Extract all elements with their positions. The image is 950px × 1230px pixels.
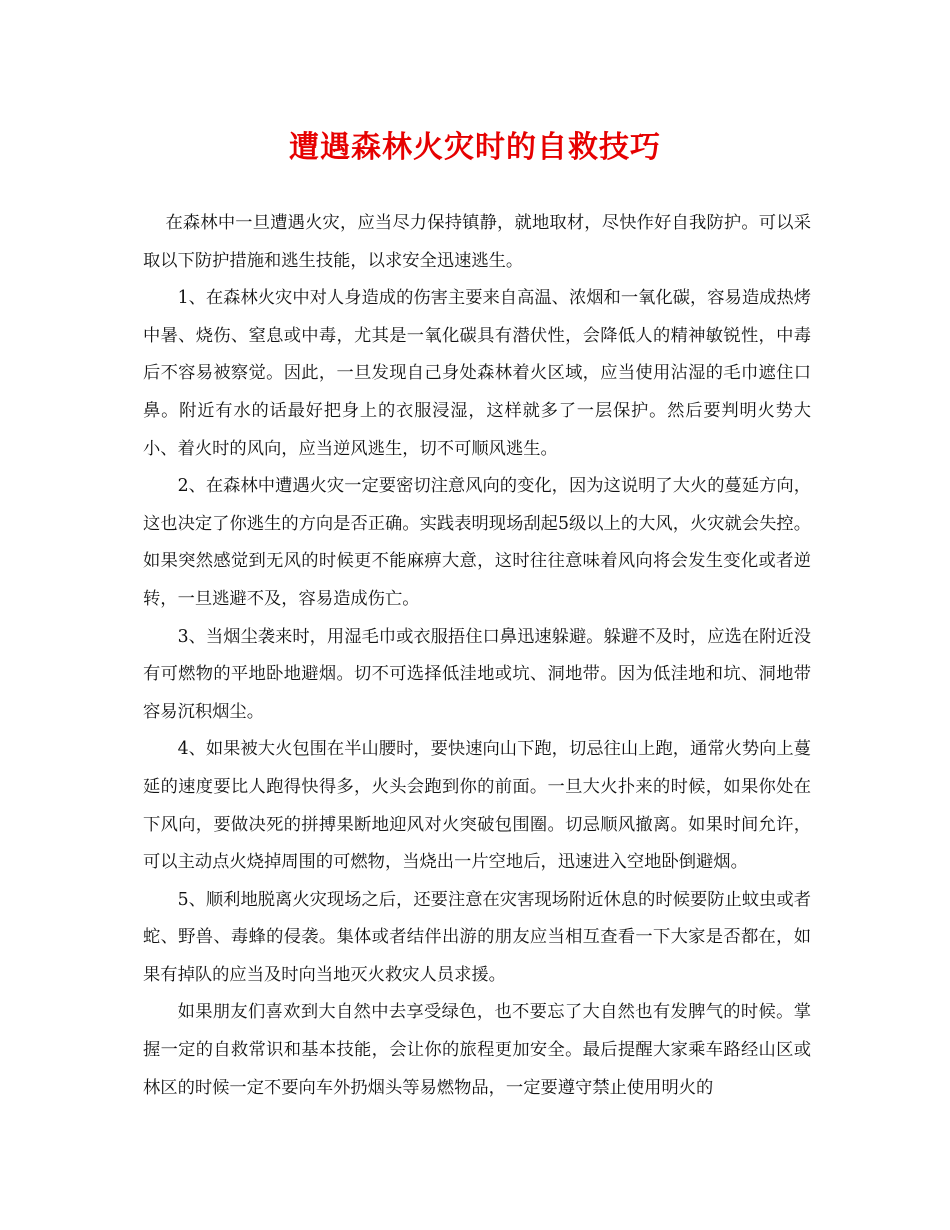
closing-paragraph: 如果朋友们喜欢到大自然中去享受绿色，也不要忘了大自然也有发脾气的时候。掌握一定的自救常识和基本技能，会让你的旅程更加安全。最后提醒大家乘车路经山区或林区的时候一定不要向车外扔烟头等易燃物品，一定要遵守禁止使用明火的 [143,1002,811,1098]
paragraph-5: 5、顺利地脱离火灾现场之后，还要注意在灾害现场附近休息的时候要防止蚊虫或者蛇、野兽、毒蜂的侵袭。集体或者结伴出游的朋友应当相互查看一下大家是否都在，如果有掉队的应当及时向当地灭火救灾人员求援。 [143,889,811,985]
paragraph-1: 1、在森林火灾中对人身造成的伤害主要来自高温、浓烟和一氧化碳，容易造成热烤中暑、烧伤、窒息或中毒，尤其是一氧化碳具有潜伏性，会降低人的精神敏锐性，中毒后不容易被察觉。因此，一旦发现自己身处森林着火区域，应当使用沾湿的毛巾遮住口鼻。附近有水的话最好把身上的衣服浸湿，这样就多了一层保护。然后要判明火势大小、着火时的风向，应当逆风逃生，切不可顺风逃生。 [143,288,811,459]
intro-paragraph: 在森林中一旦遭遇火灾，应当尽力保持镇静，就地取材，尽快作好自我防护。可以采取以下防护措施和逃生技能，以求安全迅速逃生。 [143,213,811,271]
document-body [143,205,811,1107]
paragraph-4: 4、如果被大火包围在半山腰时，要快速向山下跑，切忌往山上跑，通常火势向上蔓延的速度要比人跑得快得多，火头会跑到你的前面。一旦大火扑来的时候，如果你处在下风向，要做决死的拼搏果断地迎风对火突破包围圈。切忌顺风撤离。如果时间允许，可以主动点火烧掉周围的可燃物，当烧出一片空地后，迅速进入空地卧倒避烟。 [143,739,811,873]
page-title: 遭遇森林火灾时的自救技巧 [289,130,661,165]
paragraph-2: 2、在森林中遭遇火灾一定要密切注意风向的变化，因为这说明了大火的蔓延方向，这也决定了你逃生的方向是否正确。实践表明现场刮起5级以上的大风，火灾就会失控。如果突然感觉到无风的时候更不能麻痹大意，这时往往意味着风向将会发生变化或者逆转，一旦逃避不及，容易造成伤亡。 [143,476,811,609]
paragraph-3: 3、当烟尘袭来时，用湿毛巾或衣服捂住口鼻迅速躲避。躲避不及时，应选在附近没有可燃物的平地卧地避烟。切不可选择低洼地或坑、洞地带。因为低洼地和坑、洞地带容易沉积烟尘。 [143,626,811,722]
